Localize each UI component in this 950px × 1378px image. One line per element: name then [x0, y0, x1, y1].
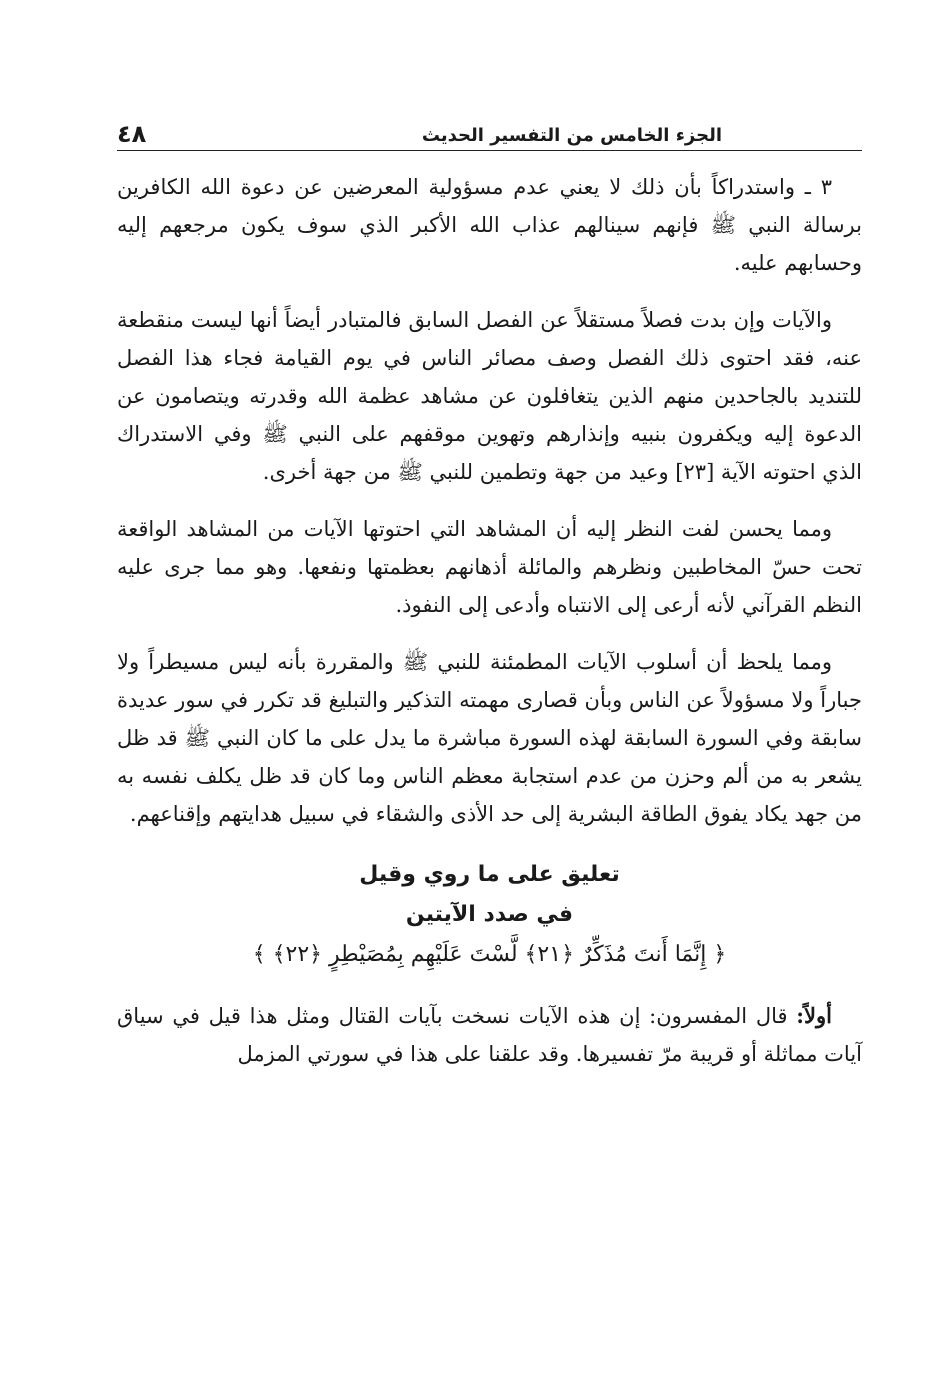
- page-header: [117, 110, 862, 150]
- paragraph-verses-context: والآيات وإن بدت فصلاً مستقلاً عن الفصل السابق فالمتبادر أيضاً أنها ليست منقطعة عنه، فقد احتوى ذلك الفصل وصف مصائر الناس في يوم القيامة فجاء هذا الفصل للتنديد بالجاحدين منهم الذين يتغافلون عن مشاهد عظمة الله وقدرته ويتصامون عن الدعوة إليه ويكفرون بنبيه وإنذارهم وتهوين موقفهم على النبي ﷺ وفي الاستدراك الذي احتوته الآية [٢٣] وعيد من جهة وتطمين للنبي ﷺ من جهة أخرى.: [117, 308, 862, 484]
- running-title: الجزء الخامس من التفسير الحديث: [421, 125, 722, 146]
- paragraph-reassurance: ومما يلحظ أن أسلوب الآيات المطمئنة للنبي ﷺ والمقررة بأنه ليس مسيطراً ولا جباراً ولا مسؤولاً عن الناس وبأن قصارى مهمته التذكير والتبليغ قد تكرر في سور عديدة سابقة وفي السورة السابقة لهذه السورة مباشرة ما يدل على ما كان النبي ﷺ قد ظل يشعر به من ألم وحزن من عدم استجابة معظم الناس وما كان قد ظل يكلف نفسه به من جهد يكاد يفوق الطاقة البشرية إلى حد الأذى والشقاء في سبيل هدايتهم وإقناعهم.: [117, 650, 862, 826]
- paragraph-point-3: ٣ ـ واستدراكاً بأن ذلك لا يعني عدم مسؤولية المعرضين عن دعوة الله الكافرين برسالة النبي ﷺ فإنهم سينالهم عذاب الله الأكبر الذي سوف يكون مرجعهم إليه وحسابهم عليه.: [117, 175, 862, 275]
- section-heading-line-2: في صدد الآيتين: [405, 902, 574, 927]
- header-divider: [117, 150, 862, 151]
- paragraph-first-point-text: قال المفسرون: إن هذه الآيات نسخت بآيات القتال ومثل هذا قيل في سياق آيات مماثلة أو قريبة مرّ تفسيرها. وقد علقنا على هذا في سورتي المزمل: [117, 1004, 862, 1066]
- paragraph-first-point: [117, 997, 862, 1073]
- paragraph-lead: أولاً:: [796, 1003, 832, 1028]
- section-heading-line-1: تعليق على ما روي وقيل: [359, 862, 620, 887]
- paragraph-scenes: ومما يحسن لفت النظر إليه أن المشاهد التي احتوتها الآيات من المشاهد الواقعة تحت حسّ المخاطبين ونظرهم والمائلة أذهانهم بعظمتها ونفعها. وهو مما جرى عليه النظم القرآني لأنه أرعى إلى الانتباه وأدعى إلى النفوذ.: [117, 517, 862, 617]
- body-text: [117, 168, 862, 1092]
- quran-verse: ﴿ إِنَّمَا أَنتَ مُذَكِّرٌ ﴿٢١﴾ لَّسْتَ عَلَيْهِم بِمُصَيْطِرٍ ﴿٢٢﴾ ﴾: [252, 942, 727, 967]
- page-number: ٤٨: [117, 120, 147, 148]
- section-heading: [117, 855, 862, 935]
